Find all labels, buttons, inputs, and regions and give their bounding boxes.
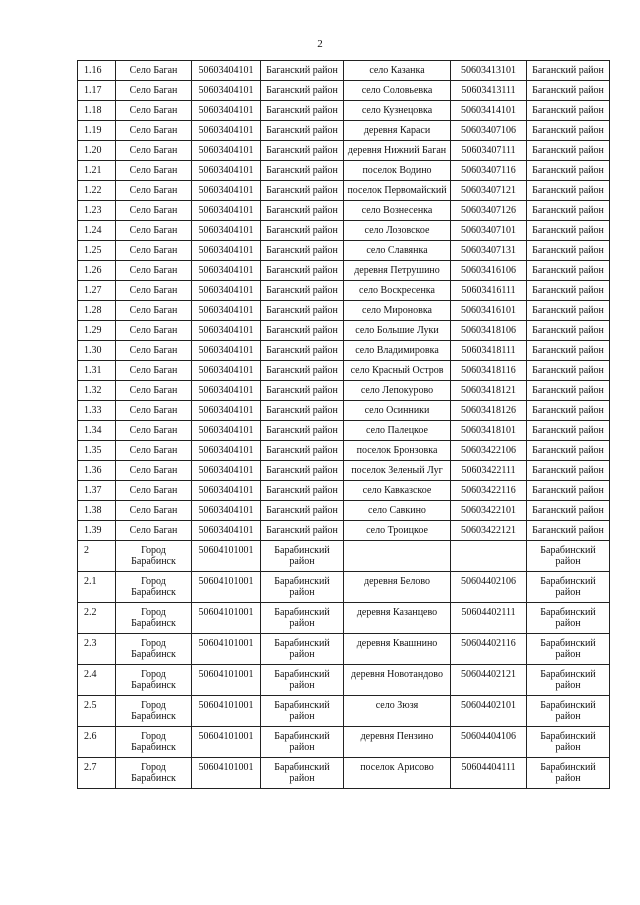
locality-oktmo-cell: 50603416111	[451, 281, 527, 301]
city-oktmo-cell: 50603404101	[192, 481, 261, 501]
city-cell: Село Баган	[116, 161, 192, 181]
city-cell: Город Барабинск	[116, 603, 192, 634]
row-number-cell: 1.31	[78, 361, 116, 381]
city-oktmo-cell: 50604101001	[192, 572, 261, 603]
table-row	[78, 381, 610, 401]
city-district-cell: Баганский район	[261, 141, 344, 161]
locality-cell: село Савкино	[344, 501, 451, 521]
locality-oktmo-cell: 50603407121	[451, 181, 527, 201]
row-number-cell: 1.28	[78, 301, 116, 321]
city-oktmo-cell: 50603404101	[192, 81, 261, 101]
city-oktmo-cell: 50603404101	[192, 441, 261, 461]
locality-district-cell: Баганский район	[527, 161, 610, 181]
city-district-cell: Баганский район	[261, 381, 344, 401]
row-number-cell: 1.39	[78, 521, 116, 541]
locality-district-cell: Баганский район	[527, 361, 610, 381]
table-row	[78, 727, 610, 758]
table-row	[78, 181, 610, 201]
locality-cell: село Кавказское	[344, 481, 451, 501]
city-oktmo-cell: 50604101001	[192, 727, 261, 758]
city-oktmo-cell: 50604101001	[192, 758, 261, 789]
locality-cell: село Вознесенка	[344, 201, 451, 221]
locality-oktmo-cell	[451, 541, 527, 572]
city-oktmo-cell: 50603404101	[192, 501, 261, 521]
locality-cell: село Осинники	[344, 401, 451, 421]
table-row	[78, 361, 610, 381]
city-district-cell: Барабинский район	[261, 727, 344, 758]
locality-oktmo-cell: 50603422106	[451, 441, 527, 461]
locality-cell: деревня Караси	[344, 121, 451, 141]
city-district-cell: Баганский район	[261, 61, 344, 81]
table-row	[78, 758, 610, 789]
city-oktmo-cell: 50603404101	[192, 401, 261, 421]
locality-oktmo-cell: 50603422101	[451, 501, 527, 521]
city-cell: Город Барабинск	[116, 572, 192, 603]
locality-cell: село Лозовское	[344, 221, 451, 241]
locality-cell: деревня Нижний Баган	[344, 141, 451, 161]
table-row	[78, 401, 610, 421]
locality-district-cell: Баганский район	[527, 201, 610, 221]
locality-oktmo-cell: 50603418111	[451, 341, 527, 361]
city-district-cell: Баганский район	[261, 241, 344, 261]
row-number-cell: 2.2	[78, 603, 116, 634]
city-district-cell: Баганский район	[261, 281, 344, 301]
row-number-cell: 1.35	[78, 441, 116, 461]
locality-district-cell: Баганский район	[527, 341, 610, 361]
table-row	[78, 121, 610, 141]
locality-cell: село Красный Остров	[344, 361, 451, 381]
row-number-cell: 2	[78, 541, 116, 572]
row-number-cell: 1.33	[78, 401, 116, 421]
locality-cell: село Зюзя	[344, 696, 451, 727]
locality-cell: поселок Первомайский	[344, 181, 451, 201]
row-number-cell: 2.5	[78, 696, 116, 727]
row-number-cell: 1.22	[78, 181, 116, 201]
table-row	[78, 572, 610, 603]
row-number-cell: 1.20	[78, 141, 116, 161]
city-cell: Село Баган	[116, 121, 192, 141]
city-oktmo-cell: 50603404101	[192, 181, 261, 201]
settlements-table	[77, 60, 610, 789]
table-row	[78, 101, 610, 121]
city-cell: Село Баган	[116, 501, 192, 521]
city-oktmo-cell: 50603404101	[192, 341, 261, 361]
city-cell: Село Баган	[116, 381, 192, 401]
row-number-cell: 1.32	[78, 381, 116, 401]
row-number-cell: 1.36	[78, 461, 116, 481]
locality-oktmo-cell: 50603407106	[451, 121, 527, 141]
city-district-cell: Баганский район	[261, 221, 344, 241]
city-oktmo-cell: 50603404101	[192, 101, 261, 121]
locality-cell: село Палецкое	[344, 421, 451, 441]
locality-oktmo-cell: 50604402111	[451, 603, 527, 634]
city-cell: Город Барабинск	[116, 665, 192, 696]
city-cell: Село Баган	[116, 481, 192, 501]
locality-district-cell: Баганский район	[527, 281, 610, 301]
city-district-cell: Барабинский район	[261, 696, 344, 727]
locality-district-cell: Барабинский район	[527, 727, 610, 758]
table-row	[78, 341, 610, 361]
city-oktmo-cell: 50604101001	[192, 696, 261, 727]
locality-cell: поселок Арисово	[344, 758, 451, 789]
row-number-cell: 2.3	[78, 634, 116, 665]
locality-oktmo-cell: 50603407111	[451, 141, 527, 161]
row-number-cell: 1.38	[78, 501, 116, 521]
locality-cell: село Славянка	[344, 241, 451, 261]
row-number-cell: 1.21	[78, 161, 116, 181]
locality-cell: деревня Казанцево	[344, 603, 451, 634]
locality-cell: поселок Зеленый Луг	[344, 461, 451, 481]
city-cell: Село Баган	[116, 441, 192, 461]
city-district-cell: Баганский район	[261, 401, 344, 421]
row-number-cell: 2.6	[78, 727, 116, 758]
row-number-cell: 1.17	[78, 81, 116, 101]
city-cell: Село Баган	[116, 401, 192, 421]
city-oktmo-cell: 50603404101	[192, 521, 261, 541]
table-row	[78, 501, 610, 521]
city-district-cell: Баганский район	[261, 301, 344, 321]
locality-oktmo-cell: 50603413101	[451, 61, 527, 81]
locality-district-cell: Баганский район	[527, 301, 610, 321]
city-district-cell: Баганский район	[261, 81, 344, 101]
locality-cell: деревня Пензино	[344, 727, 451, 758]
table-row	[78, 634, 610, 665]
table-row	[78, 161, 610, 181]
row-number-cell: 1.27	[78, 281, 116, 301]
city-cell: Село Баган	[116, 461, 192, 481]
city-cell: Город Барабинск	[116, 541, 192, 572]
city-district-cell: Баганский район	[261, 521, 344, 541]
locality-district-cell: Баганский район	[527, 501, 610, 521]
table-row	[78, 441, 610, 461]
table-row	[78, 281, 610, 301]
city-cell: Село Баган	[116, 521, 192, 541]
locality-oktmo-cell: 50603422111	[451, 461, 527, 481]
city-oktmo-cell: 50604101001	[192, 665, 261, 696]
locality-oktmo-cell: 50603418101	[451, 421, 527, 441]
city-cell: Село Баган	[116, 61, 192, 81]
city-district-cell: Барабинский район	[261, 665, 344, 696]
locality-cell: село Казанка	[344, 61, 451, 81]
table-row	[78, 261, 610, 281]
row-number-cell: 1.18	[78, 101, 116, 121]
table-row	[78, 665, 610, 696]
city-district-cell: Барабинский район	[261, 603, 344, 634]
locality-district-cell: Баганский район	[527, 381, 610, 401]
city-cell: Село Баган	[116, 421, 192, 441]
city-cell: Город Барабинск	[116, 696, 192, 727]
locality-district-cell: Баганский район	[527, 181, 610, 201]
locality-district-cell: Баганский район	[527, 61, 610, 81]
table-row	[78, 696, 610, 727]
city-cell: Город Барабинск	[116, 634, 192, 665]
locality-oktmo-cell: 50604402101	[451, 696, 527, 727]
city-cell: Село Баган	[116, 341, 192, 361]
city-district-cell: Баганский район	[261, 441, 344, 461]
city-oktmo-cell: 50603404101	[192, 241, 261, 261]
table-row	[78, 241, 610, 261]
city-oktmo-cell: 50603404101	[192, 201, 261, 221]
city-district-cell: Баганский район	[261, 461, 344, 481]
city-cell: Село Баган	[116, 201, 192, 221]
row-number-cell: 1.26	[78, 261, 116, 281]
locality-oktmo-cell: 50604404111	[451, 758, 527, 789]
table-row	[78, 421, 610, 441]
city-cell: Село Баган	[116, 361, 192, 381]
locality-oktmo-cell: 50604402106	[451, 572, 527, 603]
row-number-cell: 1.30	[78, 341, 116, 361]
locality-oktmo-cell: 50603418116	[451, 361, 527, 381]
locality-district-cell: Барабинский район	[527, 758, 610, 789]
locality-cell: село Владимировка	[344, 341, 451, 361]
city-oktmo-cell: 50603404101	[192, 281, 261, 301]
locality-oktmo-cell: 50603414101	[451, 101, 527, 121]
city-district-cell: Баганский район	[261, 421, 344, 441]
locality-oktmo-cell: 50603407101	[451, 221, 527, 241]
table-row	[78, 81, 610, 101]
locality-district-cell: Баганский район	[527, 241, 610, 261]
locality-oktmo-cell: 50603418121	[451, 381, 527, 401]
city-district-cell: Баганский район	[261, 181, 344, 201]
city-district-cell: Баганский район	[261, 101, 344, 121]
locality-oktmo-cell: 50603407131	[451, 241, 527, 261]
locality-oktmo-cell: 50603422116	[451, 481, 527, 501]
locality-oktmo-cell: 50604402121	[451, 665, 527, 696]
city-oktmo-cell: 50603404101	[192, 301, 261, 321]
locality-cell: поселок Водино	[344, 161, 451, 181]
locality-oktmo-cell: 50603418106	[451, 321, 527, 341]
city-district-cell: Баганский район	[261, 201, 344, 221]
city-cell: Село Баган	[116, 261, 192, 281]
city-cell: Село Баган	[116, 301, 192, 321]
page-number: 2	[317, 38, 323, 50]
locality-district-cell: Баганский район	[527, 221, 610, 241]
locality-oktmo-cell: 50604402116	[451, 634, 527, 665]
city-cell: Город Барабинск	[116, 758, 192, 789]
city-oktmo-cell: 50603404101	[192, 121, 261, 141]
city-oktmo-cell: 50603404101	[192, 61, 261, 81]
row-number-cell: 1.16	[78, 61, 116, 81]
locality-cell: село Соловьевка	[344, 81, 451, 101]
locality-district-cell: Баганский район	[527, 81, 610, 101]
row-number-cell: 2.4	[78, 665, 116, 696]
table-row	[78, 481, 610, 501]
locality-cell: село Лепокурово	[344, 381, 451, 401]
city-district-cell: Барабинский район	[261, 758, 344, 789]
city-oktmo-cell: 50603404101	[192, 161, 261, 181]
locality-cell	[344, 541, 451, 572]
locality-district-cell: Баганский район	[527, 121, 610, 141]
locality-district-cell: Баганский район	[527, 101, 610, 121]
locality-district-cell: Баганский район	[527, 401, 610, 421]
city-oktmo-cell: 50604101001	[192, 603, 261, 634]
row-number-cell: 1.19	[78, 121, 116, 141]
locality-district-cell: Баганский район	[527, 521, 610, 541]
city-oktmo-cell: 50604101001	[192, 541, 261, 572]
locality-district-cell: Баганский район	[527, 261, 610, 281]
locality-district-cell: Баганский район	[527, 441, 610, 461]
locality-district-cell: Баганский район	[527, 141, 610, 161]
locality-district-cell: Баганский район	[527, 321, 610, 341]
table-row	[78, 141, 610, 161]
city-oktmo-cell: 50603404101	[192, 421, 261, 441]
city-cell: Село Баган	[116, 281, 192, 301]
row-number-cell: 2.7	[78, 758, 116, 789]
city-district-cell: Барабинский район	[261, 541, 344, 572]
city-district-cell: Баганский район	[261, 501, 344, 521]
city-oktmo-cell: 50603404101	[192, 381, 261, 401]
locality-district-cell: Барабинский район	[527, 634, 610, 665]
table-row	[78, 301, 610, 321]
locality-oktmo-cell: 50603407126	[451, 201, 527, 221]
locality-cell: село Большие Луки	[344, 321, 451, 341]
table-row	[78, 321, 610, 341]
locality-oktmo-cell: 50603413111	[451, 81, 527, 101]
city-cell: Село Баган	[116, 181, 192, 201]
locality-cell: деревня Петрушино	[344, 261, 451, 281]
locality-cell: поселок Бронзовка	[344, 441, 451, 461]
row-number-cell: 2.1	[78, 572, 116, 603]
city-district-cell: Барабинский район	[261, 572, 344, 603]
city-cell: Село Баган	[116, 221, 192, 241]
city-cell: Село Баган	[116, 141, 192, 161]
city-cell: Село Баган	[116, 241, 192, 261]
locality-oktmo-cell: 50603416101	[451, 301, 527, 321]
city-cell: Село Баган	[116, 81, 192, 101]
city-oktmo-cell: 50603404101	[192, 321, 261, 341]
locality-cell: село Воскресенка	[344, 281, 451, 301]
row-number-cell: 1.25	[78, 241, 116, 261]
city-cell: Город Барабинск	[116, 727, 192, 758]
table-row	[78, 221, 610, 241]
locality-district-cell: Барабинский район	[527, 665, 610, 696]
locality-cell: село Троицкое	[344, 521, 451, 541]
city-district-cell: Баганский район	[261, 261, 344, 281]
table-row	[78, 201, 610, 221]
table-row	[78, 521, 610, 541]
city-oktmo-cell: 50603404101	[192, 221, 261, 241]
table-row	[78, 541, 610, 572]
locality-cell: деревня Белово	[344, 572, 451, 603]
table-row	[78, 61, 610, 81]
locality-district-cell: Баганский район	[527, 461, 610, 481]
row-number-cell: 1.37	[78, 481, 116, 501]
locality-oktmo-cell: 50603407116	[451, 161, 527, 181]
locality-district-cell: Барабинский район	[527, 603, 610, 634]
city-district-cell: Баганский район	[261, 121, 344, 141]
locality-district-cell: Барабинский район	[527, 696, 610, 727]
locality-cell: деревня Квашнино	[344, 634, 451, 665]
city-district-cell: Баганский район	[261, 321, 344, 341]
city-cell: Село Баган	[116, 101, 192, 121]
city-district-cell: Барабинский район	[261, 634, 344, 665]
locality-district-cell: Баганский район	[527, 421, 610, 441]
city-oktmo-cell: 50603404101	[192, 141, 261, 161]
city-oktmo-cell: 50603404101	[192, 461, 261, 481]
locality-oktmo-cell: 50603418126	[451, 401, 527, 421]
locality-cell: деревня Новотандово	[344, 665, 451, 696]
row-number-cell: 1.24	[78, 221, 116, 241]
city-district-cell: Баганский район	[261, 361, 344, 381]
city-cell: Село Баган	[116, 321, 192, 341]
locality-cell: село Мироновка	[344, 301, 451, 321]
table-row	[78, 461, 610, 481]
row-number-cell: 1.29	[78, 321, 116, 341]
city-oktmo-cell: 50604101001	[192, 634, 261, 665]
city-district-cell: Баганский район	[261, 481, 344, 501]
locality-cell: село Кузнецовка	[344, 101, 451, 121]
city-oktmo-cell: 50603404101	[192, 261, 261, 281]
locality-district-cell: Барабинский район	[527, 541, 610, 572]
row-number-cell: 1.34	[78, 421, 116, 441]
city-oktmo-cell: 50603404101	[192, 361, 261, 381]
locality-oktmo-cell: 50604404106	[451, 727, 527, 758]
locality-district-cell: Баганский район	[527, 481, 610, 501]
locality-oktmo-cell: 50603416106	[451, 261, 527, 281]
table-row	[78, 603, 610, 634]
locality-oktmo-cell: 50603422121	[451, 521, 527, 541]
city-district-cell: Баганский район	[261, 341, 344, 361]
city-district-cell: Баганский район	[261, 161, 344, 181]
row-number-cell: 1.23	[78, 201, 116, 221]
locality-district-cell: Барабинский район	[527, 572, 610, 603]
